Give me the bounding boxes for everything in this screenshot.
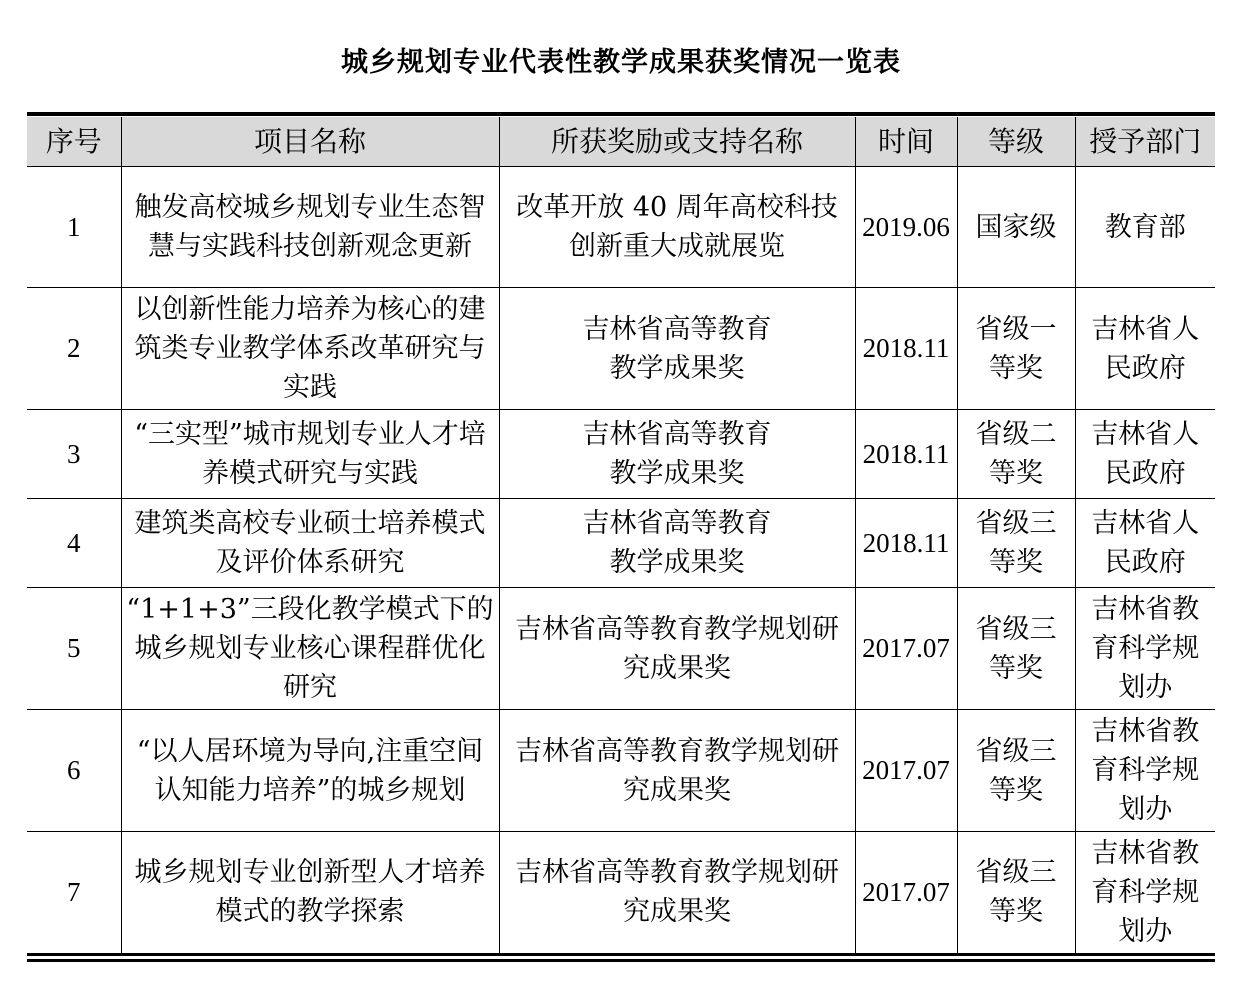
row-level: 省级三等奖 [957, 710, 1075, 832]
row-project: 以创新性能力培养为核心的建筑类专业教学体系改革研究与实践 [121, 288, 499, 410]
row-award: 吉林省高等教育教学成果奖 [499, 410, 855, 499]
header-award: 所获奖励或支持名称 [499, 117, 855, 167]
row-level: 国家级 [957, 167, 1075, 288]
table-row [27, 410, 1215, 499]
row-time: 2017.07 [855, 832, 957, 953]
row-level: 省级三等奖 [957, 499, 1075, 588]
header-index: 序号 [27, 117, 121, 167]
row-project: 城乡规划专业创新型人才培养模式的教学探索 [121, 832, 499, 953]
row-project: 触发高校城乡规划专业生态智慧与实践科技创新观念更新 [121, 167, 499, 288]
table-row [27, 832, 1215, 953]
header-level: 等级 [957, 117, 1075, 167]
row-department: 吉林省教育科学规划办 [1075, 710, 1215, 832]
row-index: 7 [27, 832, 121, 953]
table-title: 城乡规划专业代表性教学成果获奖情况一览表 [341, 47, 901, 78]
header-row [27, 117, 1215, 167]
row-level: 省级一等奖 [957, 288, 1075, 410]
row-project: “1+1+3”三段化教学模式下的城乡规划专业核心课程群优化研究 [121, 588, 499, 710]
row-level: 省级三等奖 [957, 588, 1075, 710]
row-project: “以人居环境为导向,注重空间认知能力培养”的城乡规划 [121, 710, 499, 832]
row-department: 吉林省人民政府 [1075, 499, 1215, 588]
row-award: 改革开放 40 周年高校科技创新重大成就展览 [499, 167, 855, 288]
row-project: “三实型”城市规划专业人才培养模式研究与实践 [121, 410, 499, 499]
row-award: 吉林省高等教育教学规划研究成果奖 [499, 832, 855, 953]
row-index: 5 [27, 588, 121, 710]
header-time: 时间 [855, 117, 957, 167]
bottom-rule-double [27, 959, 1215, 962]
row-index: 3 [27, 410, 121, 499]
row-index: 2 [27, 288, 121, 410]
table-row [27, 588, 1215, 710]
row-time: 2018.11 [855, 410, 957, 499]
row-department: 吉林省教育科学规划办 [1075, 832, 1215, 953]
table-row [27, 288, 1215, 410]
row-time: 2019.06 [855, 167, 957, 288]
row-department: 吉林省人民政府 [1075, 410, 1215, 499]
row-department: 吉林省教育科学规划办 [1075, 588, 1215, 710]
header-project: 项目名称 [121, 117, 499, 167]
row-award: 吉林省高等教育教学成果奖 [499, 499, 855, 588]
row-department: 吉林省人民政府 [1075, 288, 1215, 410]
row-time: 2018.11 [855, 499, 957, 588]
row-index: 4 [27, 499, 121, 588]
top-rule [27, 112, 1215, 116]
row-award: 吉林省高等教育教学规划研究成果奖 [499, 588, 855, 710]
row-index: 6 [27, 710, 121, 832]
row-time: 2018.11 [855, 288, 957, 410]
row-time: 2017.07 [855, 710, 957, 832]
row-award: 吉林省高等教育教学规划研究成果奖 [499, 710, 855, 832]
row-time: 2017.07 [855, 588, 957, 710]
bottom-rule [27, 953, 1215, 956]
row-level: 省级二等奖 [957, 410, 1075, 499]
row-project: 建筑类高校专业硕士培养模式及评价体系研究 [121, 499, 499, 588]
row-award: 吉林省高等教育教学成果奖 [499, 288, 855, 410]
table-row [27, 710, 1215, 832]
row-department: 教育部 [1075, 167, 1215, 288]
row-index: 1 [27, 167, 121, 288]
row-level: 省级三等奖 [957, 832, 1075, 953]
table-row [27, 499, 1215, 588]
table-row [27, 167, 1215, 288]
header-department: 授予部门 [1075, 117, 1215, 167]
awards-table [27, 117, 1215, 953]
